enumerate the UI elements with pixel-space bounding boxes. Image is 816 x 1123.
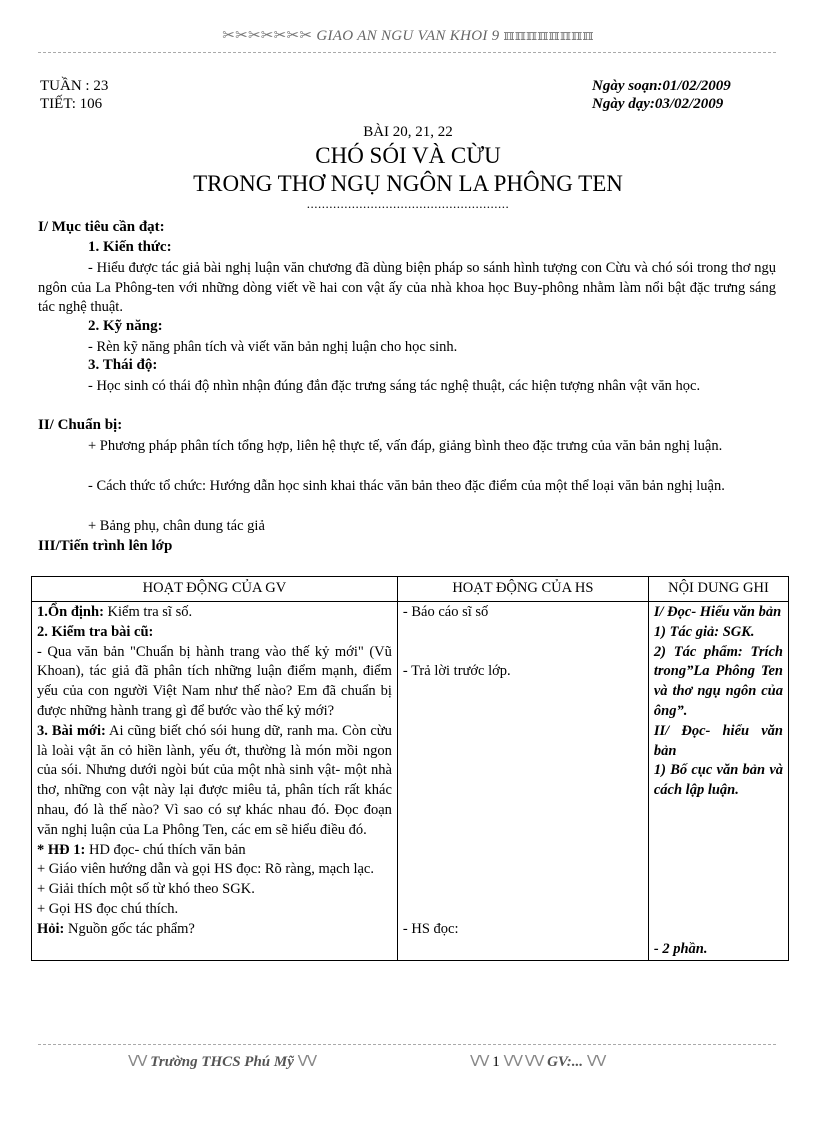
activity-1: * HĐ 1: HD đọc- chú thích văn bản: [37, 841, 246, 858]
section-preparation: II/ Chuẩn bị:: [38, 417, 123, 433]
prep-organization: - Cách thức tổ chức: Hướng dẫn học sinh khai thác văn bản theo đặc điểm của một thể loại văn bản nghị luận.: [88, 478, 725, 494]
footer-divider: [38, 1044, 776, 1045]
content-line: - 2 phần.: [653, 940, 708, 957]
header-ornament-right: ℼℼℼℼℼℼℼℼ: [503, 28, 594, 44]
question-line: Hỏi: Nguồn gốc tác phẩm?: [37, 920, 195, 937]
prep-materials: + Bảng phụ, chân dung tác giả: [88, 518, 265, 534]
heading-knowledge: 1. Kiến thức:: [88, 239, 172, 255]
header-title: GIAO AN NGU VAN KHOI 9: [316, 28, 500, 44]
lesson-plan-table: [31, 576, 789, 961]
student-answer: - Trả lời trước lớp.: [402, 663, 511, 680]
section-objectives: I/ Mục tiêu cần đạt:: [38, 219, 165, 235]
table-header-row: [32, 577, 789, 602]
header-content: NỘI DUNG GHI: [648, 577, 788, 602]
spacer: [654, 801, 783, 940]
review-heading: 2. Kiểm tra bài cũ:: [37, 623, 154, 640]
teacher-activity-cell: [32, 602, 398, 961]
section-procedure: III/Tiến trình lên lớp: [38, 538, 173, 554]
skills-text: - Rèn kỹ năng phân tích và viết văn bản nghị luận cho học sinh.: [88, 339, 458, 355]
review-text: - Qua văn bản "Chuẩn bị hành trang vào thế kỷ mới" (Vũ Khoan), tác giả đã phân tích những luận điểm mạnh, điểm yếu của con người Việt Nam như thế nào? Em đã chuẩn bị được những hành trang gì để bước vào thế kỷ mới?: [37, 643, 392, 719]
activity-item-3: + Gọi HS đọc chú thích.: [37, 900, 179, 917]
stabilize-line: 1.Ổn định: Kiểm tra sĩ số.: [37, 604, 193, 620]
prep-date: Ngày soạn:01/02/2009: [592, 78, 731, 94]
heading-attitude: 3. Thái độ:: [88, 357, 158, 373]
title-dots: ......................................................: [306, 196, 510, 211]
lesson-subtitle: TRONG THƠ NGỤ NGÔN LA PHÔNG TEN: [193, 171, 623, 196]
flourish-icon: ⴸⴸ: [297, 1054, 317, 1070]
teach-date: Ngày dạy:03/02/2009: [592, 96, 724, 112]
page-number: 1: [492, 1054, 500, 1070]
heading-skills: 2. Kỹ năng:: [88, 318, 163, 334]
spacer: [403, 623, 643, 663]
content-line: II/ Đọc- hiểu văn bản: [653, 722, 783, 759]
flourish-icon: ⴸⴸ: [128, 1054, 147, 1070]
lesson-title: CHÓ SÓI VÀ CỪU: [315, 143, 501, 168]
student-read: - HS đọc:: [402, 920, 459, 937]
page-header: [0, 26, 816, 45]
new-lesson: 3. Bài mới: Ai cũng biết chó sói hung dữ, ranh ma. Còn cừu là loài vật ăn cỏ hiền lành, yếu ớt, thường là món mồi ngon của sói. Nhưng dưới ngòi bút của một nhà sinh vật- một nhà thơ, những con vật này lại được miêu tả, phân tích rất khác nhau, đó là thế nào? Vì sao có sự khác nhau đó. Đọc đoạn văn nghị luận của La Phông Ten, các em sẽ hiểu điều đó.: [37, 722, 392, 838]
period-label: TIẾT: 106: [40, 96, 103, 112]
content-line: I/ Đọc- Hiểu văn bản: [653, 604, 782, 620]
content-line: 1) Tác giả: SGK.: [653, 623, 755, 640]
content-line: 2) Tác phẩm: Trích trong”La Phông Ten và thơ ngụ ngôn của ông”.: [653, 643, 783, 719]
prep-method: + Phương pháp phân tích tổng hợp, liên hệ thực tế, vấn đáp, giảng bình theo đặc trưng của văn bản nghị luận.: [88, 438, 723, 454]
header-student-activity: HOẠT ĐỘNG CỦA HS: [397, 577, 648, 602]
footer-school: ⴸⴸ Trường THCS Phú Mỹ ⴸⴸ: [128, 1054, 317, 1070]
header-teacher-activity: HOẠT ĐỘNG CỦA GV: [32, 577, 398, 602]
flourish-icon: ⴸⴸ ⴸⴸ: [503, 1054, 544, 1070]
footer-teacher: GV:...: [547, 1054, 584, 1070]
footer-page: [470, 1052, 605, 1071]
knowledge-text: - Hiểu được tác giả bài nghị luận văn chương đã dùng biện pháp so sánh hình tượng con Cừu và chó sói trong thơ ngụ ngôn của La Phông-ten với những dòng viết về hai con vật ấy của nhà khoa học Buy-phông nhằm làm nổi bật đặc trưng sáng tác nghệ thuật.: [38, 260, 776, 316]
content-cell: [648, 602, 788, 961]
activity-item-2: + Giải thích một số từ khó theo SGK.: [37, 881, 255, 898]
spacer: [403, 682, 643, 920]
content-line: 1) Bố cục văn bản và cách lập luận.: [653, 762, 783, 799]
flourish-icon: ⴸⴸ: [586, 1054, 606, 1070]
student-report: - Báo cáo sĩ số: [402, 604, 489, 620]
week-label: TUẦN : 23: [40, 78, 109, 94]
header-divider: [38, 52, 776, 53]
attitude-text: - Học sinh có thái độ nhìn nhận đúng đắn đặc trưng sáng tác nghệ thuật, các hiện tượng nhân vật văn học.: [88, 378, 701, 394]
header-ornament-left: ✂✂✂✂✂✂✂: [222, 28, 313, 44]
student-activity-cell: [397, 602, 648, 961]
flourish-icon: ⴸⴸ: [470, 1054, 489, 1070]
table-row: [32, 602, 789, 961]
activity-item-1: + Giáo viên hướng dẫn và gọi HS đọc: Rõ ràng, mạch lạc.: [37, 861, 374, 878]
lesson-number: BÀI 20, 21, 22: [363, 124, 453, 140]
